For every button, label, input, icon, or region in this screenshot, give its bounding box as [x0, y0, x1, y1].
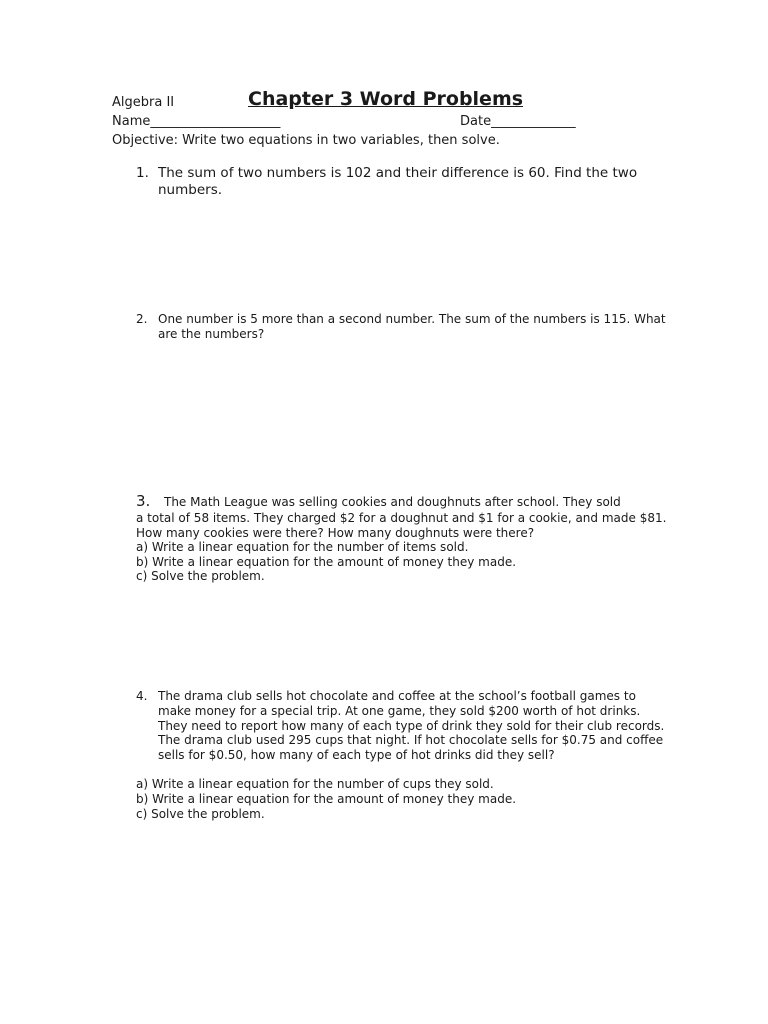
problem-4-parts	[136, 777, 676, 821]
problem-1-text: The sum of two numbers is 102 and their difference is 60. Find the two numbers.	[158, 165, 638, 198]
problem-2-number: 2.	[136, 312, 148, 326]
problem-3-lead-text: The Math League was selling cookies and doughnuts after school. They sold	[164, 495, 621, 509]
problem-3-text: a total of 58 items. They charged $2 for a doughnut and $1 for a cookie, and made $81. How many cookies were there? How many doughnuts were there?	[136, 511, 667, 540]
problem-4-number: 4.	[136, 689, 148, 703]
problem-4-text: The drama club sells hot chocolate and coffee at the school’s football games to make money for a special trip. At one game, they sold $200 worth of hot drinks. They need to report how many of each type of drink they sold for their club records. The drama club used 295 cups that night. If hot chocolate sells for $0.75 and coffee sells for $0.50, how many of each type of hot drinks did they sell?	[158, 689, 665, 763]
problem-1-number: 1.	[136, 165, 149, 181]
problem-4-part-c: c) Solve the problem.	[136, 806, 265, 821]
name-field-line: Name____________________	[112, 114, 281, 129]
problem-4-part-b: b) Write a linear equation for the amount of money they made.	[136, 791, 517, 806]
problem-3-number: 3.	[136, 492, 151, 510]
problem-3-part-b: b) Write a linear equation for the amount of money they made.	[136, 554, 517, 569]
problem-3-parts	[136, 540, 676, 584]
problem-4-part-a: a) Write a linear equation for the number of cups they sold.	[136, 777, 494, 791]
page-title: Chapter 3 Word Problems	[248, 88, 524, 110]
date-field-line: Date_____________	[460, 114, 576, 129]
problem-3-body	[136, 511, 676, 584]
objective-text: Objective: Write two equations in two variables, then solve.	[112, 133, 500, 148]
problem-2-text: One number is 5 more than a second number. The sum of the numbers is 115. What are the numbers?	[158, 312, 666, 341]
problem-3-part-c: c) Solve the problem.	[136, 569, 265, 584]
course-label: Algebra II	[112, 95, 175, 110]
problem-3-part-a: a) Write a linear equation for the number of items sold.	[136, 540, 469, 555]
